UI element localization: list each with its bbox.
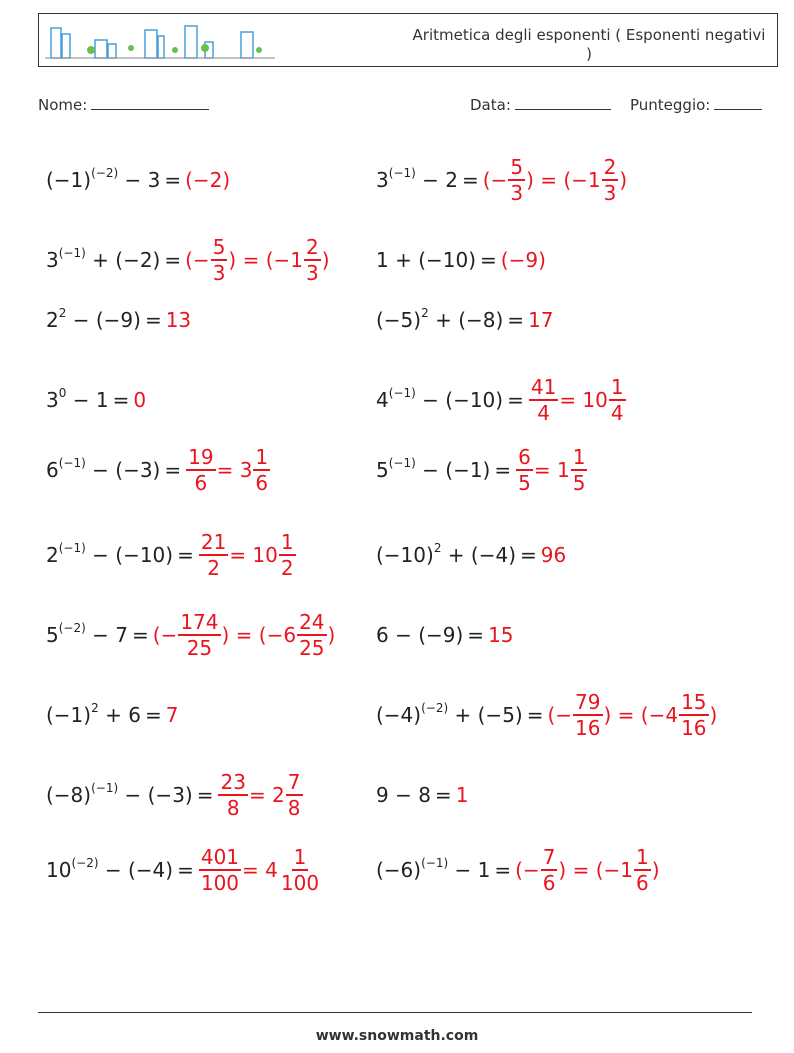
problem-item: [376, 525, 566, 585]
problem-answer: (−2): [185, 168, 231, 192]
problem-item: [376, 765, 468, 825]
problem-item: [46, 440, 271, 500]
problem-answer: (− $\frac{7}{6}$ ) = (−1 $\frac{1}{6}$ ): [515, 845, 660, 895]
problem-question: $3^{(-1)} - 2$: [376, 166, 458, 192]
fraction: $\frac{2}{3}$: [305, 235, 319, 285]
problem-answer: $\frac{23}{8}$ = 2 $\frac{7}{8}$: [220, 770, 301, 820]
fraction: $\frac{1}{6}$: [635, 845, 649, 895]
problem-answer: (− $\frac{174}{25}$ ) = (−6 $\frac{24}{25}$ ): [152, 610, 336, 660]
problem-item: [46, 230, 330, 290]
fraction: $\frac{19}{6}$: [188, 445, 214, 495]
problem-question: $6^{(-1)} - (-3)$: [46, 456, 161, 482]
problem-question: 9 − 8: [376, 783, 431, 807]
problem-answer: 15: [488, 623, 514, 647]
problem-answer: $\frac{19}{6}$ = 3 $\frac{1}{6}$: [188, 445, 269, 495]
equals-sign: =: [507, 388, 524, 412]
problem-question: $(-4)^{(-2)} + (-5)$: [376, 701, 523, 727]
equals-sign: =: [494, 858, 512, 882]
problem-answer: $\frac{41}{4}$ = 10 $\frac{1}{4}$: [530, 375, 624, 425]
problem-item: [46, 150, 230, 210]
fraction: $\frac{79}{16}$: [575, 690, 601, 740]
city-buildings-icon: [45, 20, 275, 62]
problem-item: [46, 605, 335, 665]
footer-url: www.snowmath.com: [315, 1028, 479, 1044]
equals-sign: =: [526, 703, 544, 727]
problem-item: [376, 290, 554, 350]
fraction: $\frac{7}{8}$: [287, 770, 301, 820]
date-label: Data:: [470, 96, 511, 114]
equals-sign: =: [480, 248, 497, 272]
score-blank[interactable]: [714, 94, 762, 110]
fraction: $\frac{1}{5}$: [572, 445, 586, 495]
equals-sign: =: [462, 168, 479, 192]
problem-question: $3^0 - 1$: [46, 386, 109, 412]
equals-sign: =: [132, 623, 149, 647]
score-label: Punteggio:: [630, 96, 711, 114]
problem-item: [376, 150, 627, 210]
problem-question: $5^{(-2)} - 7$: [46, 621, 128, 647]
problem-answer: 7: [165, 703, 179, 727]
problem-item: [376, 685, 717, 745]
problem-answer: 96: [540, 543, 567, 567]
problem-item: [46, 765, 304, 825]
fraction: $\frac{1}{4}$: [610, 375, 624, 425]
fraction: $\frac{1}{6}$: [255, 445, 269, 495]
fraction: $\frac{1}{100}$: [280, 845, 320, 895]
fraction: $\frac{41}{4}$: [530, 375, 557, 425]
equals-sign: =: [177, 543, 194, 567]
fraction: $\frac{15}{16}$: [681, 690, 707, 740]
problem-answer: $\frac{401}{100}$ = 4 $\frac{1}{100}$: [200, 845, 320, 895]
fraction: $\frac{1}{2}$: [280, 530, 294, 580]
problem-item: [376, 605, 514, 665]
name-field[interactable]: [38, 94, 209, 114]
fraction: $\frac{2}{3}$: [603, 155, 617, 205]
problem-question: $(-1)^2 + 6$: [46, 701, 141, 727]
problem-answer: 0: [133, 388, 147, 412]
problem-answer: 13: [165, 308, 192, 332]
problem-question: $10^{(-2)} - (-4)$: [46, 856, 174, 882]
equals-sign: =: [144, 703, 162, 727]
equals-sign: =: [112, 388, 130, 412]
problem-question: $(-8)^{(-1)} - (-3)$: [46, 781, 193, 807]
problem-item: [376, 440, 588, 500]
problem-item: [376, 840, 660, 900]
problem-question: $2^2 - (-9)$: [46, 306, 141, 332]
score-field[interactable]: [630, 94, 762, 114]
problem-answer: $\frac{6}{5}$ = 1 $\frac{1}{5}$: [518, 445, 586, 495]
problem-answer: $\frac{21}{2}$ = 10 $\frac{1}{2}$: [200, 530, 294, 580]
problem-item: [376, 370, 627, 430]
date-field[interactable]: [470, 94, 611, 114]
fraction: $\frac{6}{5}$: [518, 445, 531, 495]
problem-item: [46, 685, 178, 745]
fraction: $\frac{174}{25}$: [180, 610, 219, 660]
fraction: $\frac{5}{3}$: [212, 235, 226, 285]
problem-answer: (− $\frac{5}{3}$ ) = (−1 $\frac{2}{3}$ ): [482, 155, 628, 205]
equals-sign: =: [196, 783, 214, 807]
problem-item: [46, 370, 146, 430]
problem-question: $(-10)^2 + (-4)$: [376, 541, 517, 567]
problem-item: [46, 290, 191, 350]
problem-answer: 17: [528, 308, 554, 332]
problem-item: [376, 230, 546, 290]
fraction: $\frac{7}{6}$: [542, 845, 556, 895]
equals-sign: =: [177, 858, 194, 882]
problem-answer: (− $\frac{79}{16}$ ) = (−4 $\frac{15}{16}$ ): [547, 690, 718, 740]
problem-question: 1 + (−10): [376, 248, 477, 272]
fraction: $\frac{24}{25}$: [299, 610, 325, 660]
equals-sign: =: [494, 458, 512, 482]
name-blank[interactable]: [91, 94, 209, 110]
equals-sign: =: [520, 543, 537, 567]
fraction: $\frac{5}{3}$: [510, 155, 524, 205]
fraction: $\frac{23}{8}$: [220, 770, 246, 820]
date-blank[interactable]: [515, 94, 611, 110]
equals-sign: =: [164, 248, 182, 272]
problem-question: $(-6)^{(-1)} - 1$: [376, 856, 491, 882]
fraction: $\frac{21}{2}$: [200, 530, 227, 580]
equals-sign: =: [164, 458, 182, 482]
footer-rule: [38, 1012, 752, 1013]
name-label: Nome:: [38, 96, 88, 114]
problem-answer: 1: [455, 783, 469, 807]
equals-sign: =: [467, 623, 485, 647]
problem-question: $3^{(-1)} + (-2)$: [46, 246, 161, 272]
header-box: [38, 13, 778, 67]
equals-sign: =: [164, 168, 182, 192]
equals-sign: =: [434, 783, 452, 807]
problem-question: 6 − (−9): [376, 623, 464, 647]
problem-item: [46, 840, 322, 900]
equals-sign: =: [507, 308, 525, 332]
problem-question: $(-5)^2 + (-8)$: [376, 306, 504, 332]
page-title: Aritmetica degli esponenti ( Esponenti negativi ): [412, 26, 766, 63]
problem-question: $4^{(-1)} - (-10)$: [376, 386, 504, 412]
problem-answer: (− $\frac{5}{3}$ ) = (−1 $\frac{2}{3}$ ): [185, 235, 330, 285]
problem-question: $2^{(-1)} - (-10)$: [46, 541, 174, 567]
problem-item: [46, 525, 297, 585]
problem-question: $(-1)^{(-2)} - 3$: [46, 166, 161, 192]
problem-question: $5^{(-1)} - (-1)$: [376, 456, 491, 482]
equals-sign: =: [144, 308, 162, 332]
fraction: $\frac{401}{100}$: [200, 845, 240, 895]
problem-answer: (−9): [500, 248, 546, 272]
